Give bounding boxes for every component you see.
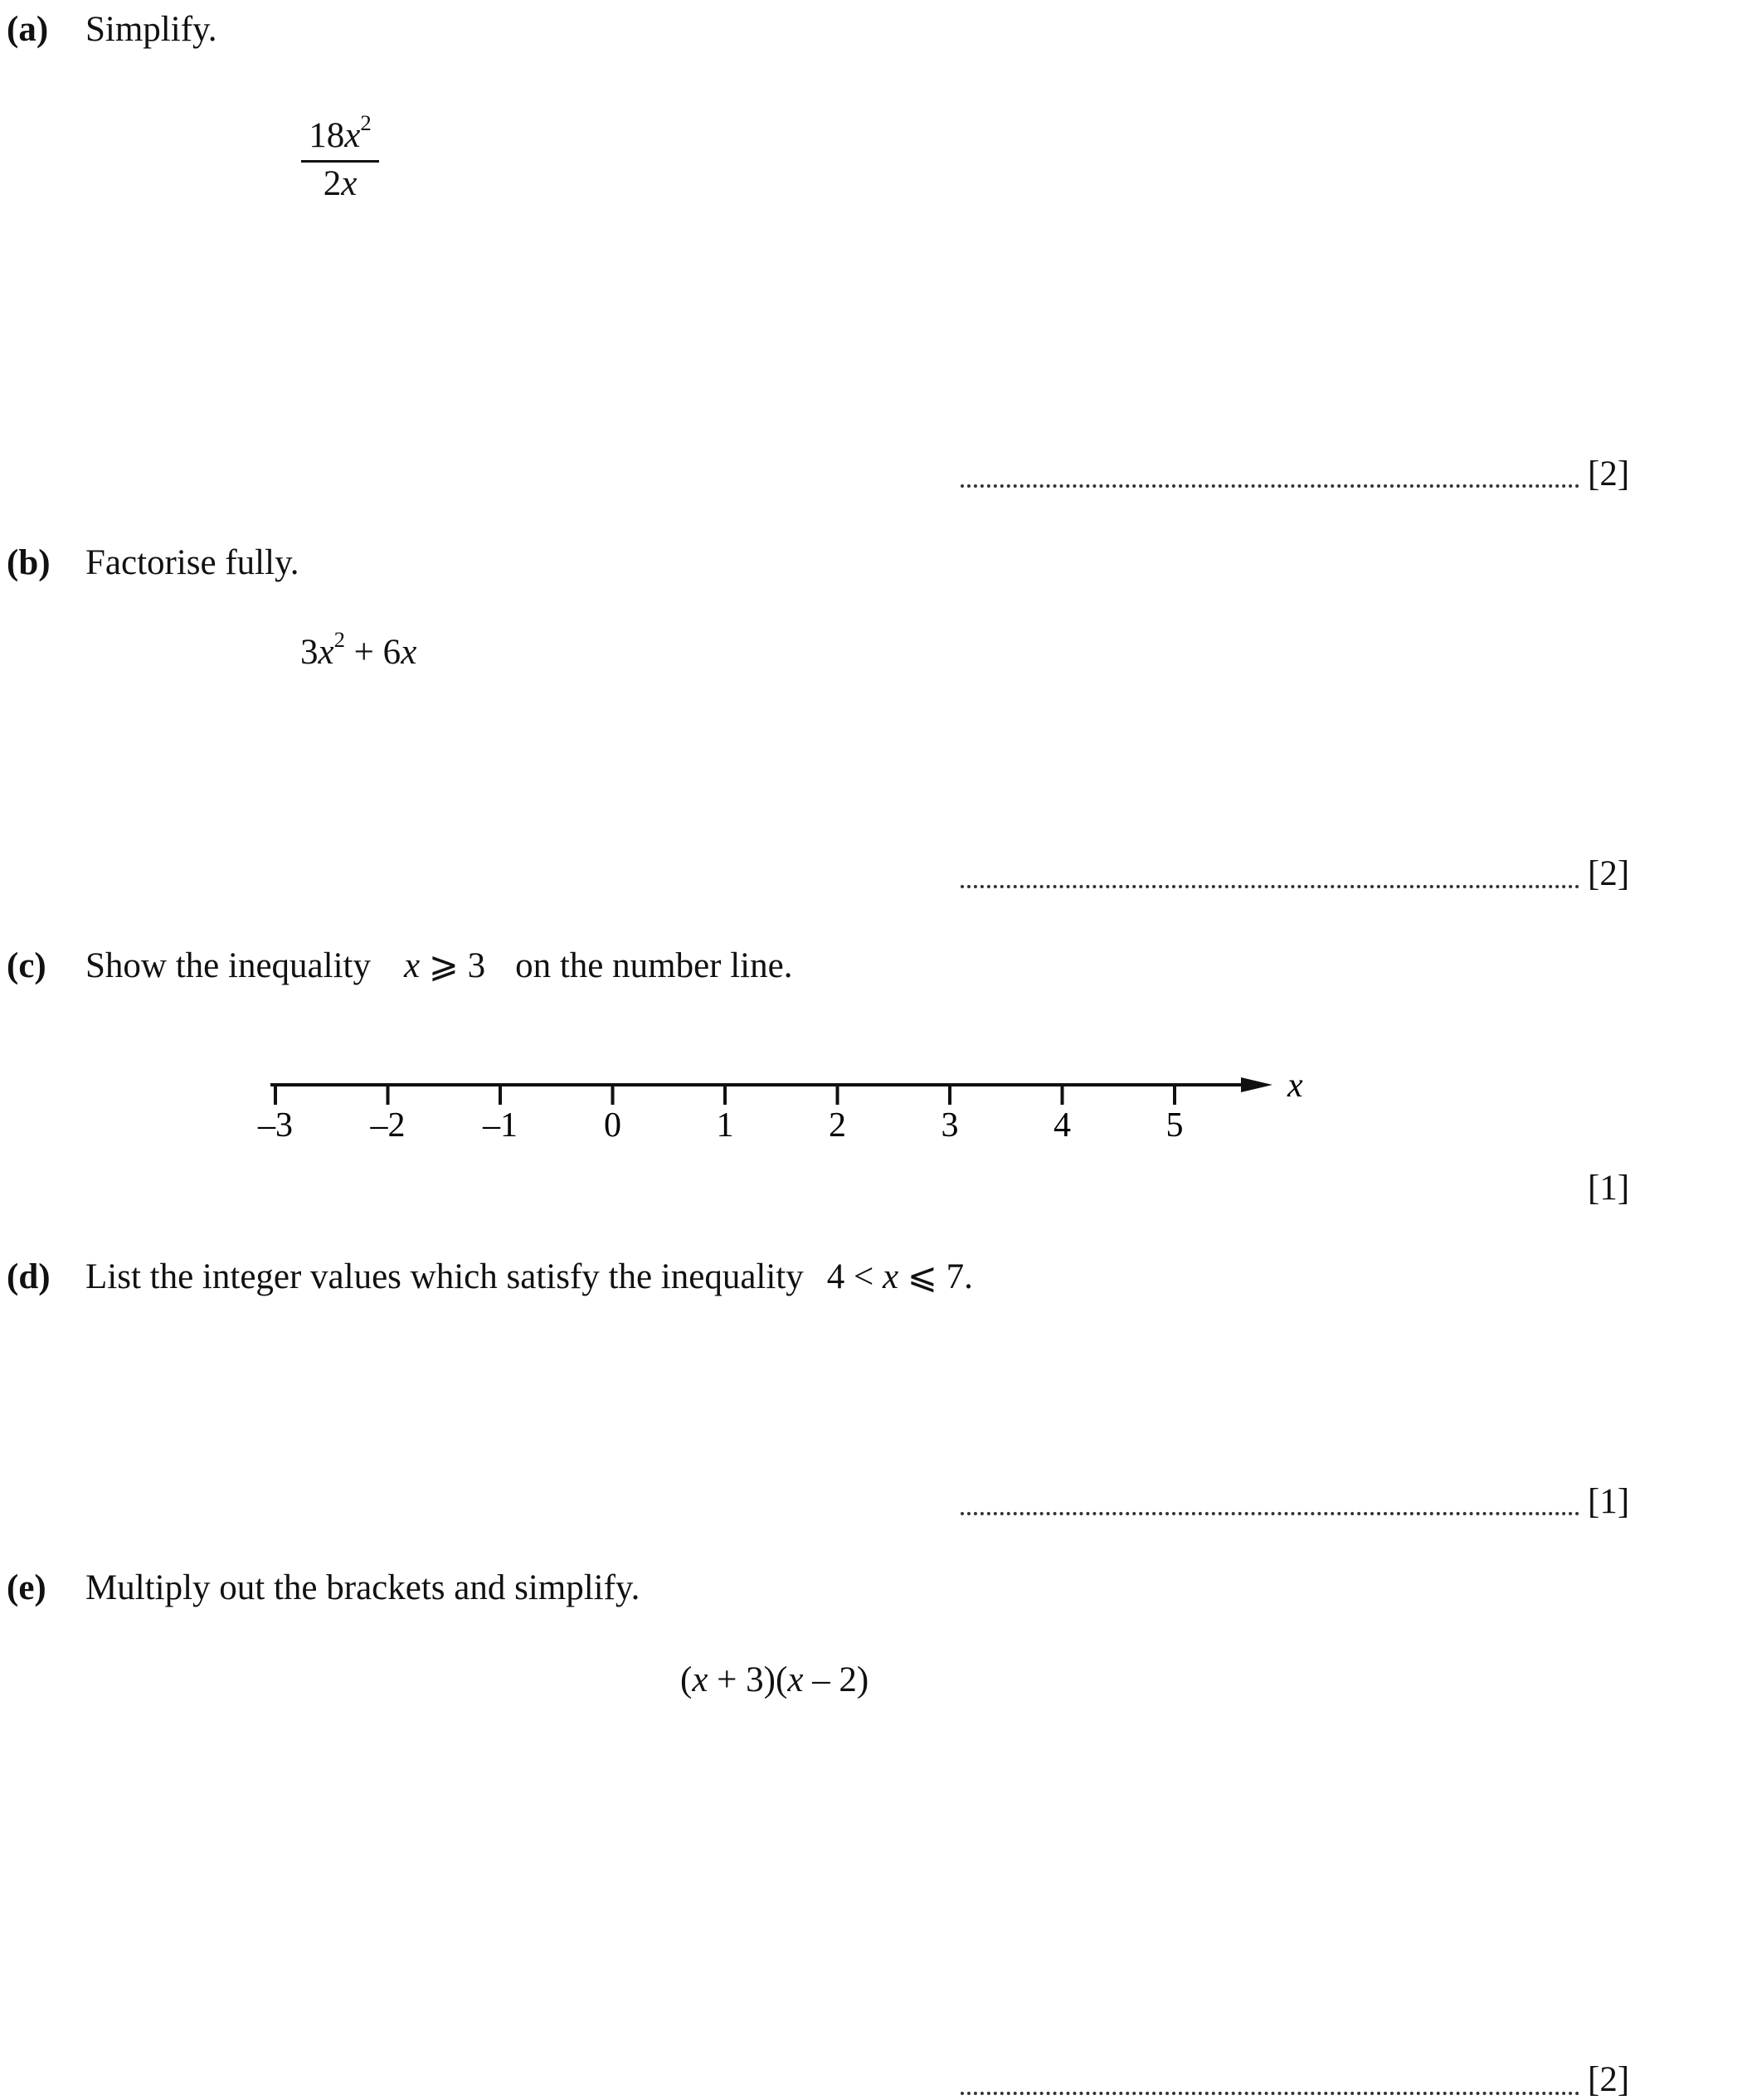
fraction-numerator: $18x^2$ <box>309 110 372 155</box>
part-d-instruction: List the integer values which satisfy the inequality 4 < x ⩽ 7. <box>85 1257 973 1296</box>
part-b-answer-line[interactable] <box>961 885 1579 888</box>
part-e-expression: (x + 3)(x – 2) <box>680 1660 869 1699</box>
part-e-answer-line[interactable] <box>961 2092 1579 2095</box>
fraction-denominator: 2x <box>323 164 358 203</box>
part-d-marks: [1] <box>1588 1482 1630 1521</box>
number-line-arrowhead <box>1241 1077 1272 1092</box>
number-line-tick-label: –2 <box>370 1106 406 1145</box>
part-e-marks: [2] <box>1588 2060 1630 2099</box>
part-e-instruction: Multiply out the brackets and simplify. <box>85 1568 640 1607</box>
number-line-tick-label: 2 <box>829 1106 846 1145</box>
number-line-tick-label: 3 <box>941 1106 959 1145</box>
number-line-tick-label: –3 <box>258 1106 293 1145</box>
part-a-label: (a) <box>7 10 49 49</box>
part-c-marks: [1] <box>1588 1169 1630 1208</box>
number-line-axis-label: x <box>1287 1067 1303 1105</box>
part-b-expression: $3x^2 + 6x$ <box>300 627 417 672</box>
part-b-marks: [2] <box>1588 854 1630 893</box>
number-line-tick-label: 0 <box>604 1106 621 1145</box>
part-c-instruction: Show the inequality x ⩾ 3 on the number line. <box>85 946 793 985</box>
part-d-answer-line[interactable] <box>961 1512 1579 1515</box>
number-line-tick-label: –1 <box>483 1106 518 1145</box>
part-d-label: (d) <box>7 1257 51 1296</box>
part-a-fraction <box>303 110 377 203</box>
part-a-answer-line[interactable] <box>961 484 1579 488</box>
part-e-label: (e) <box>7 1568 46 1607</box>
number-line-tick-label: 5 <box>1165 1106 1184 1145</box>
part-b-instruction: Factorise fully. <box>85 543 299 582</box>
number-line-ticks <box>257 1085 1184 1145</box>
number-line-tick-label: 4 <box>1053 1106 1071 1145</box>
number-line[interactable] <box>0 1037 1410 1161</box>
part-b-label: (b) <box>7 543 51 582</box>
part-c-label: (c) <box>7 946 46 985</box>
part-a-marks: [2] <box>1588 455 1630 493</box>
number-line-tick-label: 1 <box>716 1106 734 1145</box>
part-a-instruction: Simplify. <box>85 10 217 49</box>
